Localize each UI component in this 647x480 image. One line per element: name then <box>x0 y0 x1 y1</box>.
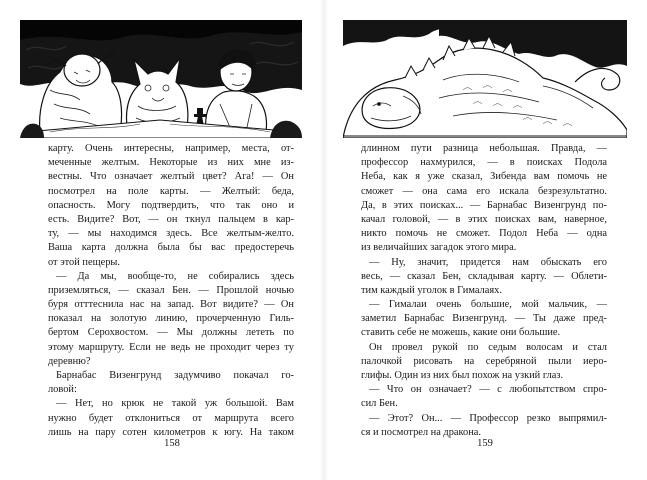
text-line: Неба, как я уже сказал, Зибенда вам помочь не <box>361 171 607 183</box>
text-line: тим каждый уголок в Гималаях. <box>361 284 502 296</box>
text-line: меченные желтым. Некоторые из них мне из- <box>48 157 294 169</box>
illustration-sleeping-dragon <box>343 20 627 138</box>
text-line: буря отттеснила нас на запад. Вот видите? — Он <box>48 299 294 311</box>
text-line: бертом Серохвостом. — Мы должны лететь по <box>48 327 294 339</box>
text-line: посмотрел на поле карты. — Желтый: беда, <box>48 185 294 197</box>
text-line: сможет — она сама его искала безрезультатно. <box>361 185 607 197</box>
left-illustration <box>20 20 302 138</box>
text-line: опасность. Могу подтвердить, что так оно и <box>48 199 294 211</box>
text-line: приземляться, — сказал Бен. — Прошлой ночью <box>48 284 294 296</box>
text-line: никто помочь не сможет. Подол Неба — одна <box>361 228 607 240</box>
text-line: профессор нахмурился, — в поисках Подола <box>361 157 607 169</box>
left-page <box>0 0 322 480</box>
text-line: сил Бен. <box>361 398 398 410</box>
text-line: — Ну, значит, придется нам обыскать его <box>369 256 607 268</box>
text-line: — Нет, но крюк не такой уж большой. Вам <box>56 398 294 410</box>
text-line: качал головой, — в этих поисках вам, наверное, <box>361 213 607 225</box>
text-line: из величайших загадок этого мира. <box>361 242 517 254</box>
text-line: заметил Барнабас Визенгрунд. — Ты даже пред- <box>361 313 607 325</box>
text-line: показал на золотую линию, прочерченную Гиль- <box>48 313 294 325</box>
text-line: — Этот? Он... — Профессор резко выпрямил- <box>369 412 607 424</box>
text-line: глифы. Один из них был похож на узкий глаз. <box>361 370 564 381</box>
left-page-text <box>48 142 294 440</box>
text-line: ся и посмотрел на дракона. <box>361 426 482 438</box>
text-line: карту. Очень интересны, например, места, от- <box>48 143 294 154</box>
text-line: Ваша карта должна была бы вас предостеречь <box>48 242 294 254</box>
text-line: нужно будет отклониться от маршрута всего <box>48 412 294 424</box>
text-line: Да, в этих поисках... — Барнабас Визенгрунд по- <box>361 199 607 211</box>
right-illustration <box>343 20 627 138</box>
page-number: 158 <box>164 438 180 449</box>
text-line: Он провел рукой по седым волосам и стал <box>369 341 607 353</box>
right-page-text <box>361 142 607 440</box>
text-line: вестны. Что означает желтый цвет? Ага! — Он <box>48 171 294 183</box>
text-line: ставить себе не можешь, какие они большие. <box>361 327 561 339</box>
right-page <box>325 0 647 480</box>
text-line: — Гималаи очень большие, мой мальчик, — <box>369 299 607 311</box>
text-line: ловой: <box>48 384 77 396</box>
text-line: — Да мы, вообще-то, не собирались здесь <box>56 270 294 282</box>
page-number: 159 <box>477 438 493 449</box>
text-line: ту, — мы находимся здесь. Все желтым-желто. <box>48 228 294 240</box>
text-line: длинном пути разница небольшая. Правда, — <box>361 143 607 154</box>
text-line: палочкой рисовать на серебряной пыли иеро- <box>361 355 607 367</box>
text-line: этому маршруту. Если не ведь не проходит через ту <box>48 341 294 353</box>
text-line: от этой пещеры. <box>48 256 120 268</box>
text-line: Барнабас Визенгрунд задумчиво покачал го- <box>56 370 294 381</box>
text-line: есть. Видите? Вот, — он ткнул пальцем в кар- <box>48 213 294 225</box>
illustration-characters-with-map <box>20 20 302 138</box>
text-line: весь, — сказал Бен, складывая карту. — Облети- <box>361 270 607 282</box>
text-line: — Что он означает? — с любопытством спро- <box>369 384 607 396</box>
text-line: деревню? <box>48 355 91 367</box>
text-line: лишь на пару сотен километров к югу. На таком <box>48 426 294 438</box>
